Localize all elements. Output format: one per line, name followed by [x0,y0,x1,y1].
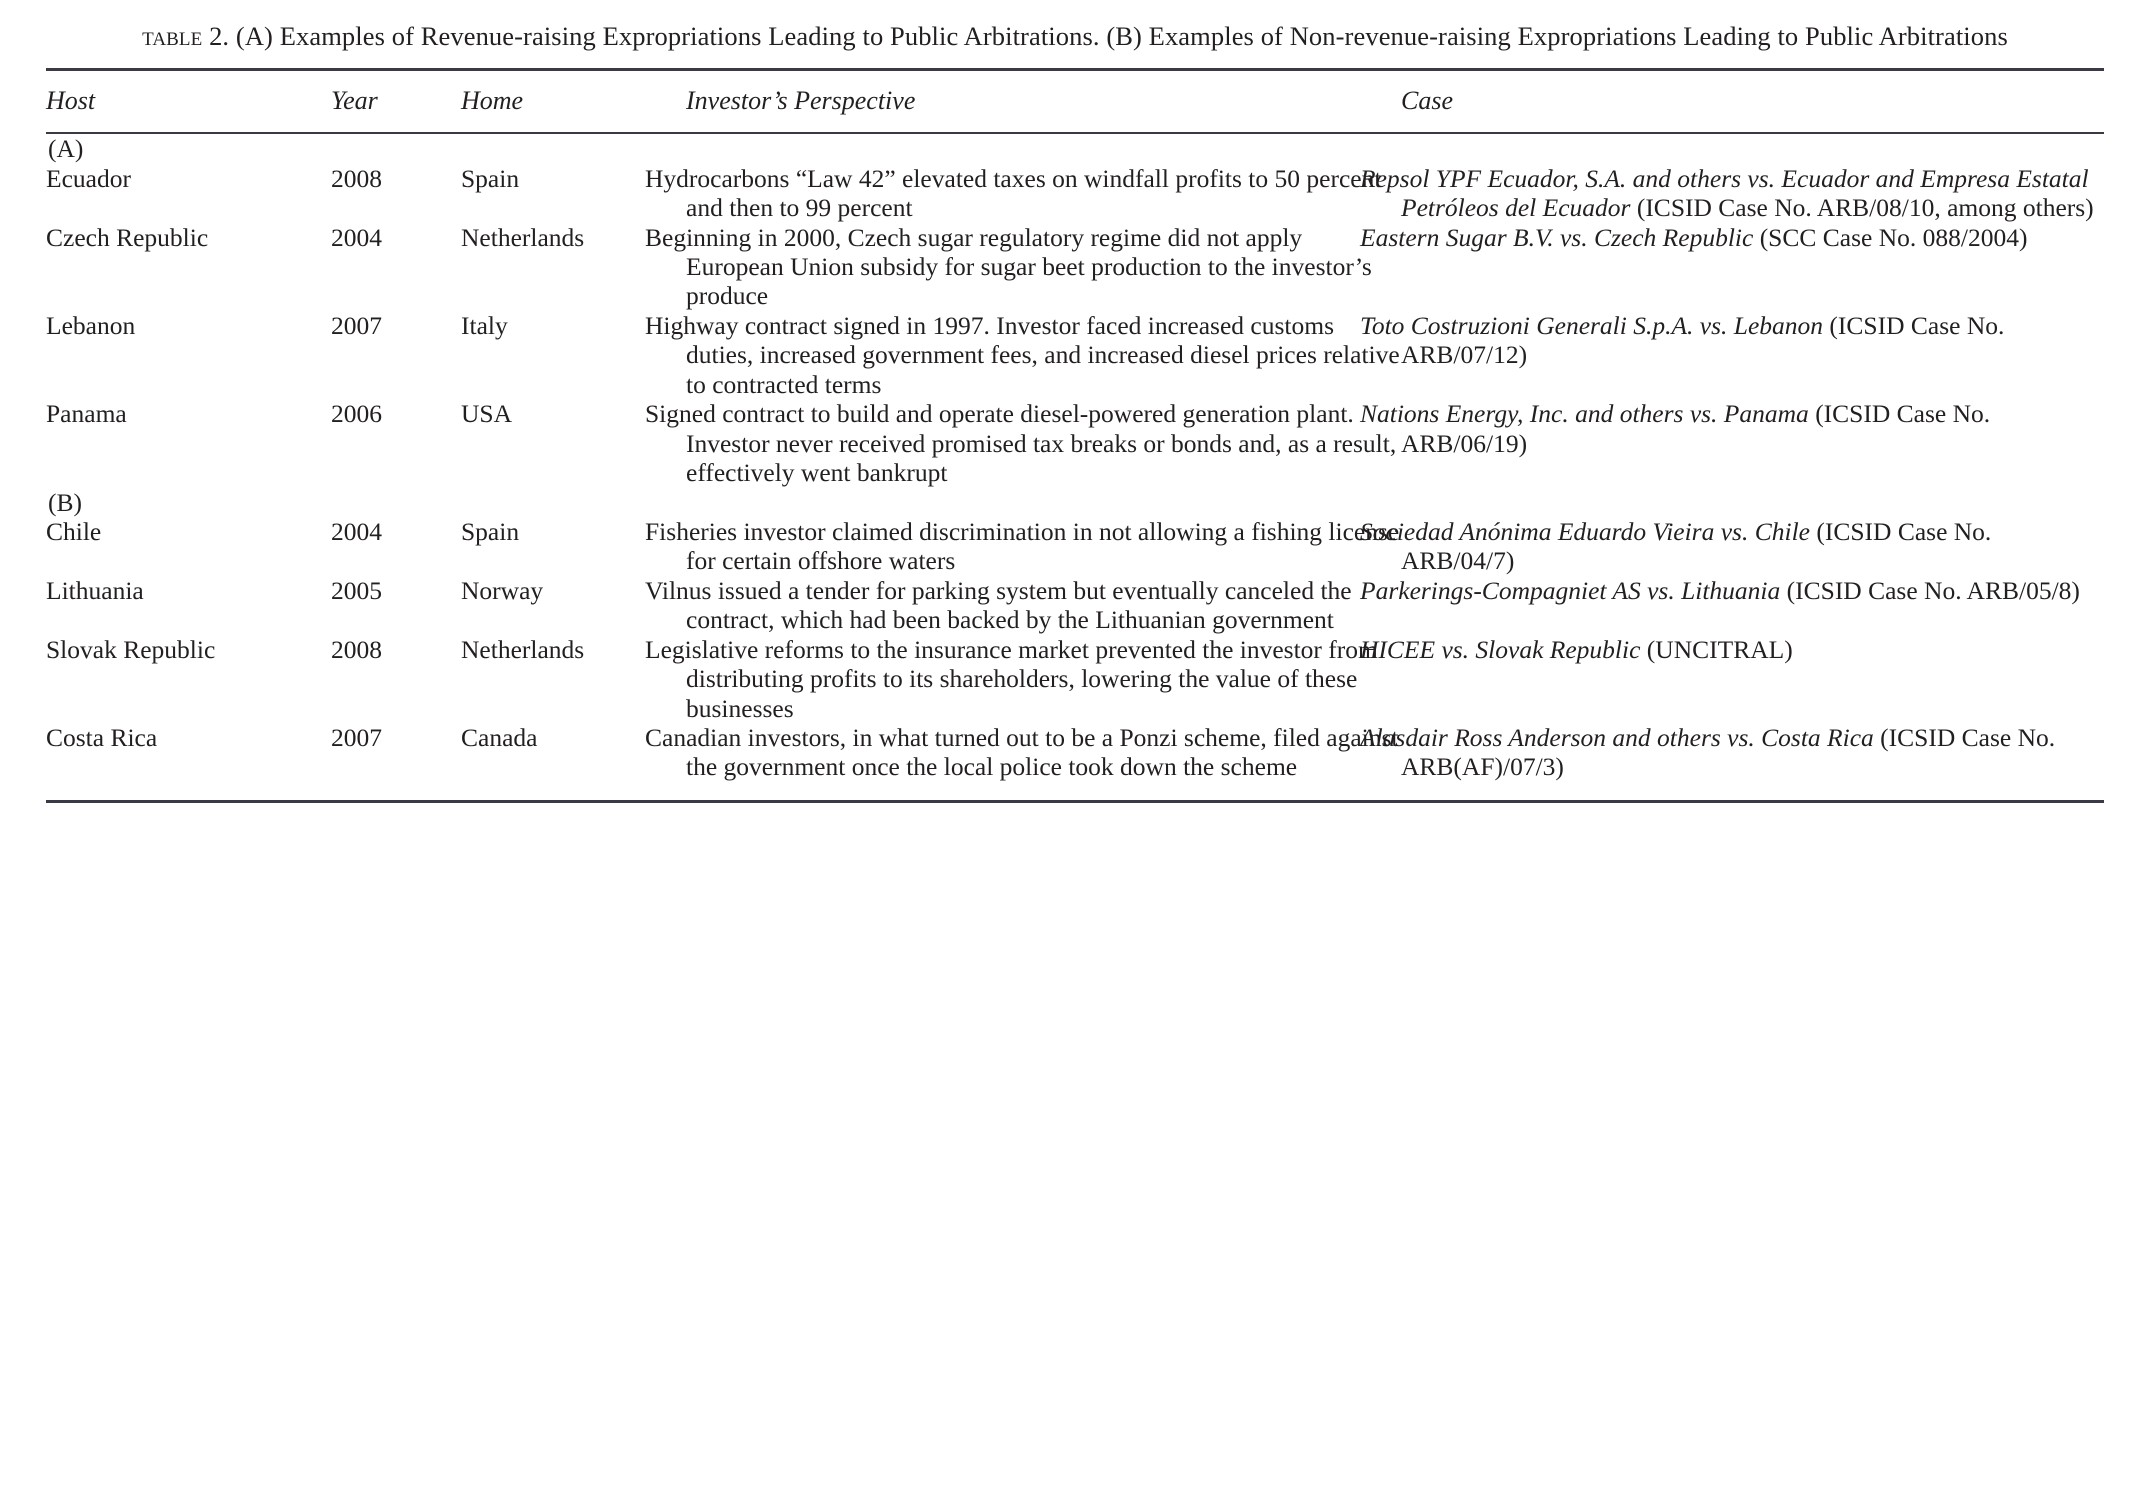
cell-host: Slovak Republic [46,634,216,664]
section-row [46,488,2104,517]
cell-year: 2004 [331,222,382,252]
table-row [46,517,2104,576]
case-name: HICEE vs. Slovak Republic [1360,634,1641,664]
cell-home: Canada [461,723,538,753]
case-name: Eastern Sugar B.V. vs. Czech Republic [1360,222,1754,252]
cell-case [1360,310,2104,399]
cell-host: Lithuania [46,575,144,605]
case-reference: (ICSID Case No. ARB/05/8) [1786,575,2080,605]
section-label-cell [46,488,2104,517]
cell-host: Panama [46,399,127,429]
column-header-host: Host [46,86,96,116]
case-reference: (ICSID Case No. ARB/07/12) [1401,310,2005,370]
cell-host: Czech Republic [46,222,209,252]
table-label: table [142,20,203,51]
cell-year: 2007 [331,310,382,340]
table-caption-text: (A) Examples of Revenue-raising Expropriations Leading to Public Arbitrations. (B) Examples of Non-revenue-raising Expropriations Leading to Public Arbitrations [235,21,2008,51]
expropriations-table [46,71,2104,132]
column-header-year: Year [331,86,378,116]
case-name: Parkerings-Compagniet AS vs. Lithuania [1360,575,1781,605]
cell-home: Spain [461,163,520,193]
cell-perspective: Canadian investors, in what turned out to be a Ponzi scheme, filed against the government once the local police took down the scheme [645,723,1399,782]
table-bottom-rule [46,800,2104,803]
table-body [46,134,2104,782]
table-number: 2. [209,21,230,51]
cell-home: Spain [461,516,520,546]
case-reference: (ICSID Case No. ARB/04/7) [1401,516,1992,576]
cell-host: Costa Rica [46,723,158,753]
cell-host: Chile [46,516,102,546]
case-name: Alasdair Ross Anderson and others vs. Costa Rica [1360,723,1874,753]
column-header-perspective: Investor’s Perspective [686,86,916,116]
table-row [46,223,2104,311]
case-reference: (ICSID Case No. ARB/06/19) [1401,399,1991,458]
cell-host: Lebanon [46,310,136,340]
table-row [46,311,2104,399]
table-row [46,399,2104,487]
cell-perspective: Fisheries investor claimed discrimination in not allowing a fishing license for certain offshore waters [645,516,1400,576]
bottom-spacer [46,782,2104,800]
table-head [46,71,2104,132]
cell-perspective: Legislative reforms to the insurance market prevented the investor from distributing profits to its shareholders, lowering the value of these businesses [645,634,1378,723]
table-header-row [46,71,2104,132]
section-label: (A) [48,134,84,164]
table-row [46,576,2104,635]
cell-perspective: Vilnus issued a tender for parking system but eventually canceled the contract, which had been backed by the Lithuanian government [645,575,1352,635]
section-label-cell [46,134,2104,163]
cell-case [1360,575,2104,635]
cell-case [1360,516,2104,576]
cell-year: 2008 [331,634,382,664]
cell-home: Italy [461,310,508,340]
case-reference: (SCC Case No. 088/2004) [1759,222,2028,252]
cell-perspective: Signed contract to build and operate diesel-powered generation plant. Investor never received promised tax breaks or bonds and, as a result, effectively went bankrupt [645,399,1397,488]
cell-year: 2008 [331,163,382,193]
cell-perspective: Highway contract signed in 1997. Investor faced increased customs duties, increased government fees, and increased diesel prices relative to contracted terms [645,310,1400,399]
cell-year: 2005 [331,575,382,605]
section-row [46,134,2104,163]
expropriations-table-body [46,134,2104,782]
table-row [46,164,2104,223]
column-header-home: Home [461,86,524,116]
cell-case [1360,222,2104,311]
case-name: Toto Costruzioni Generali S.p.A. vs. Lebanon [1360,310,1824,340]
cell-home: Netherlands [461,634,585,664]
cell-case [1360,163,2104,223]
case-reference: (UNCITRAL) [1646,634,1793,664]
table-row [46,723,2104,782]
cell-home: Norway [461,575,544,605]
section-label: (B) [48,487,82,517]
case-name: Nations Energy, Inc. and others vs. Panama [1360,399,1809,429]
cell-case [1360,634,2104,723]
cell-year: 2006 [331,399,382,429]
table-row [46,635,2104,723]
cell-year: 2004 [331,516,382,546]
case-name: Repsol YPF Ecuador, S.A. and others vs. Ecuador and Empresa Estatal Petróleos del Ecuador [1360,163,2089,223]
cell-case [1360,723,2104,782]
cell-home: USA [461,399,513,429]
case-reference: (ICSID Case No. ARB(AF)/07/3) [1401,723,2056,782]
table-caption [52,18,2098,54]
cell-host: Ecuador [46,163,131,193]
case-name: Sociedad Anónima Eduardo Vieira vs. Chile [1360,516,1810,546]
cell-year: 2007 [331,723,382,753]
cell-perspective: Hydrocarbons “Law 42” elevated taxes on windfall profits to 50 percent and then to 99 percent [645,163,1382,223]
cell-case [1360,399,2104,487]
column-header-case: Case [1401,86,1453,116]
case-reference: (ICSID Case No. ARB/08/10, among others) [1636,193,2094,223]
cell-perspective: Beginning in 2000, Czech sugar regulatory regime did not apply European Union subsidy for sugar beet production to the investor’s produce [645,222,1372,311]
cell-home: Netherlands [461,222,585,252]
